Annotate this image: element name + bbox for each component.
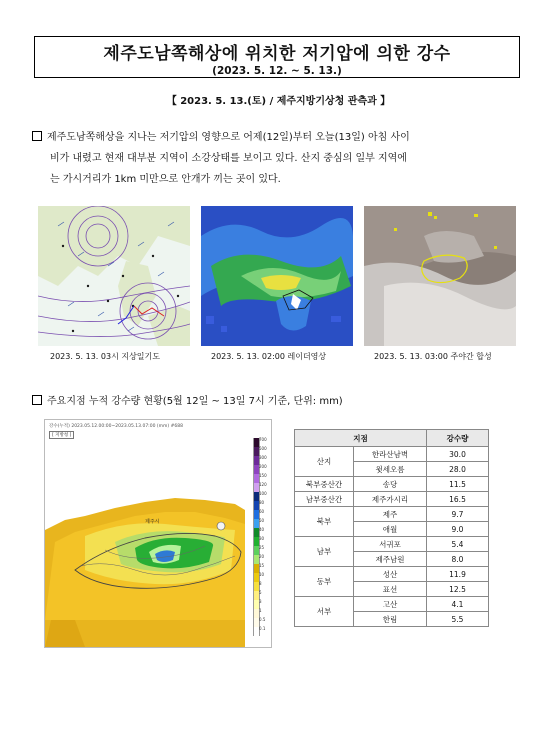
summary-line-3: 는 가시거리가 1km 미만으로 안개가 끼는 곳이 있다.: [50, 174, 281, 185]
rainfall-value-cell: 4.1: [427, 597, 489, 612]
station-cell: 한라산남벽: [354, 447, 427, 462]
table-row: [295, 537, 489, 552]
map-header: 강수(누적) 2023.05.12.00:00~2023.05.13.07:00 (mm) #688: [49, 424, 183, 429]
rainfall-value-cell: 30.0: [427, 447, 489, 462]
rainfall-value-cell: 28.0: [427, 462, 489, 477]
scale-label: 40: [259, 527, 265, 532]
rainfall-value-cell: 9.0: [427, 522, 489, 537]
rainfall-value-cell: 5.4: [427, 537, 489, 552]
scale-label: 300: [259, 455, 267, 460]
rainfall-value-cell: 11.5: [427, 477, 489, 492]
section-rainfall-heading: [32, 392, 343, 407]
region-cell: 북부중산간: [295, 477, 354, 492]
table-row: [295, 507, 489, 522]
column-header-rainfall: 강수량: [427, 430, 489, 447]
table-row: [295, 447, 489, 462]
scale-label: 30: [259, 536, 265, 541]
title-box: [34, 36, 520, 78]
radar-caption: 2023. 5. 13. 02:00 레이더영상: [211, 352, 327, 361]
table-row: [295, 597, 489, 612]
satellite-caption: 2023. 5. 13. 03:00 주야간 합성: [374, 352, 492, 361]
summary-line-2: 비가 내렸고 현재 대부분 지역이 소강상태를 보이고 있다. 산지 중심의 일부 지역에: [50, 153, 407, 164]
station-cell: 서귀포: [354, 537, 427, 552]
document-period: (2023. 5. 12. ~ 5. 13.): [212, 65, 342, 77]
summary-line-1: 제주도남쪽해상을 지나는 저기압의 영향으로 어제(12일)부터 오늘(13일) 아침 사이: [47, 132, 410, 143]
station-cell: 윗세오름: [354, 462, 427, 477]
rainfall-value-cell: 5.5: [427, 612, 489, 627]
radar-image: [201, 206, 353, 346]
map-place-label: 제주시: [145, 519, 160, 525]
station-cell: 표선: [354, 582, 427, 597]
scale-label: 500: [259, 446, 267, 451]
scale-label: 150: [259, 473, 267, 478]
issue-info: 【 2023. 5. 13.(토) / 제주지방기상청 관측과 】: [166, 96, 391, 107]
surface-weather-chart-image: [38, 206, 190, 346]
rainfall-value-cell: 16.5: [427, 492, 489, 507]
rainfall-color-scale: [253, 438, 269, 636]
station-cell: 고산: [354, 597, 427, 612]
accumulated-rainfall-map: [44, 419, 272, 648]
scale-label: 3: [259, 599, 262, 604]
station-cell: 제주남원: [354, 552, 427, 567]
scale-entry: [253, 627, 269, 636]
region-cell: 남부중산간: [295, 492, 354, 507]
station-cell: 한림: [354, 612, 427, 627]
scale-label: 0.5: [259, 617, 266, 622]
station-cell: 제주: [354, 507, 427, 522]
scale-label: 1: [259, 608, 262, 613]
scale-label: 50: [259, 518, 265, 523]
square-bullet-icon: [32, 131, 42, 141]
surface-chart-caption: 2023. 5. 13. 03시 지상일기도: [50, 352, 160, 361]
scale-label: 80: [259, 500, 265, 505]
region-cell: 서부: [295, 597, 354, 627]
region-cell: 산지: [295, 447, 354, 477]
square-bullet-icon: [32, 395, 42, 405]
rainfall-table: [294, 429, 489, 627]
station-cell: 성산: [354, 567, 427, 582]
table-row: [295, 567, 489, 582]
scale-label: 5: [259, 590, 262, 595]
scale-label: 10: [259, 572, 265, 577]
document-title: 제주도남쪽해상에 위치한 저기압에 의한 강수: [103, 44, 451, 64]
map-tag: [ 지방청 ]: [49, 431, 74, 439]
rainfall-value-cell: 9.7: [427, 507, 489, 522]
region-cell: 북부: [295, 507, 354, 537]
satellite-image: [364, 206, 516, 346]
station-cell: 제주가시리: [354, 492, 427, 507]
section-rainfall-text: 주요지점 누적 강수량 현황(5월 12일 ~ 13일 7시 기준, 단위: mm): [47, 396, 343, 407]
rainfall-value-cell: 11.9: [427, 567, 489, 582]
scale-label: 100: [259, 491, 267, 496]
scale-label: 200: [259, 464, 267, 469]
table-row: [295, 492, 489, 507]
scale-label: 0.1: [259, 626, 266, 631]
table-row: [295, 477, 489, 492]
table-header-row: [295, 430, 489, 447]
station-cell: 애월: [354, 522, 427, 537]
region-cell: 남부: [295, 537, 354, 567]
summary-paragraph: [32, 127, 532, 190]
station-cell: 송당: [354, 477, 427, 492]
scale-label: 25: [259, 545, 265, 550]
scale-label: 15: [259, 563, 265, 568]
column-header-station: 지점: [295, 430, 427, 447]
scale-label: 60: [259, 509, 265, 514]
scale-label: 120: [259, 482, 267, 487]
region-cell: 동부: [295, 567, 354, 597]
scale-label: 8: [259, 581, 262, 586]
rainfall-value-cell: 8.0: [427, 552, 489, 567]
rainfall-value-cell: 12.5: [427, 582, 489, 597]
scale-label: 700: [259, 437, 267, 442]
scale-label: 20: [259, 554, 265, 559]
